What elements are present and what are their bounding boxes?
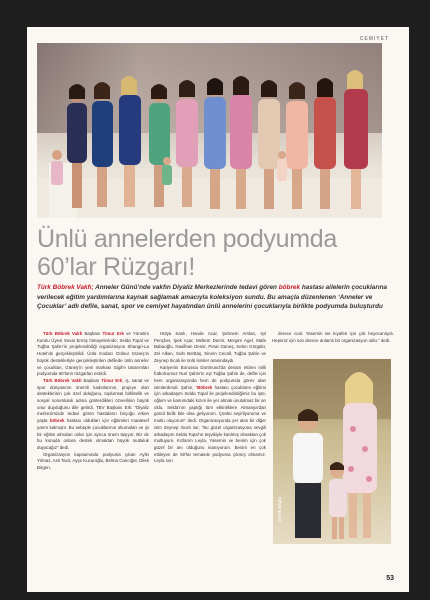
title-line-2: 60’lar Rüzgarı! <box>37 253 196 281</box>
body-column-2 <box>154 331 266 465</box>
col2-paragraph-1: Hülya Kanlı, Hande Acar, Şebnem Arslan, Işıl Pençber, İpek Açar, Meltem Demir, Mergim Agel, Mafa Babaoğlu, Nasilhan Demir, Pınar Güneş, Selen Görgülü, Zel Alkan, Sıdrı Berttaş, Sinem Cecall, Tuğba Şahin ve Zeynep Ilıcalı ile ünlü isimler arasındaydı. <box>154 331 266 363</box>
magazine-page <box>27 27 409 592</box>
lead-text-1: Anneler Günü’nde vakfın Diyaliz Merkezlerinde tedavi gören <box>93 284 279 291</box>
lead-text-2: hastası ailelerin çocuklarına verilecek eğitim yardımlarına kaynak sağlamak amacıyla koleksiyon sundu. Bu amaçla düzenlenen ‘Anneler ve Çocuklar’ adlı defile, sanat, spor ve cemiyet hayatından ünlü annelerini çocuklarıyla birlikte podyumda buluşturdu <box>37 284 388 311</box>
body-column-3 <box>272 331 394 344</box>
photo-credit: Zirvek Bilgisi <box>277 496 282 522</box>
runway-photo <box>37 43 382 218</box>
col3-paragraph-1: derece cool. Yasemin ise kıyafeti için çok heyecanlıydı. Hepimiz için son derece anlamlı bir organizasyon oldu.” dedi. <box>272 331 394 343</box>
col1-paragraph-2: Türk Böbrek Vakfı Başkanı Timur Erk; iş, sanat ve spor dünyasının önemli kadınlarının, projeye olan desteklerinin çok özel olduğunu, toplumsal birliktelik ve sosyal sorumluluk adına gösterdikleri özverilinin büyük onur duyduğunu dile getirdi. TBV Başkanı Erk: “Diyaliz merkezimizde tedavi gören hastaların birçoğu erken yaşta böbrek hastası oldukları için eğitimleri maalesef yarım kalmıştır. Bu sebeple çocuklarının okumaları ve iyi bir eğitim almaları onlar için ayrıca önem taşıyor. Biz de bu konuda onlara destek olmaktan büyük mutluluk duyacağız” dedi. <box>37 377 149 450</box>
family-photo-illustration <box>273 359 391 544</box>
lead-highlight: böbrek <box>278 284 301 291</box>
col1-paragraph-3: Organizasyon kapsamında podyuma çıkan Aylin Yılmaz, Aslı Tacir, Ayşe Kucuroğlu, Belma Cancığer, Dilek Birgen, <box>37 451 149 471</box>
article-lead <box>37 283 393 312</box>
col2-paragraph-2: Kariyerini Borussia Dortmund’da devam ettiren milli futbolcumuz Nuri Şahin’in eşi Tuğba Şahin de, defile için hem organizasyonda hem de podyumda görev alan isimlerdendi. Şahin, “Böbrek hastası çocukların eğitimi için arkadaşım Selda Topal ile projelendirdiğimiz bu işte, oğlum ve kamımdaki kızım ile yer almak unutulmaz bir an oldu. Selda’nın yaptığı tüm etkinliklere Almanya’dan gönül birlik bile olsa geliyorum. Çünkü seyirliyoruma ve mutlu oluyorum” dedi. Organizasyonda yer alan bir diğer isim Zeynep Ilıcalı ise; “Bu güzel organizasyona sevgili arkadaşım Selda Topal’ın teşvikiyle katılmış olmaktan çok mutluyum. Kızlarım Leyla, Yasemin ve benim için çok güzel bir anı olduğunu inanıyorum. Benim en çok ettileyen de 60’lar temasıle podyuma çıkmış olmamız. Leyla son <box>154 364 267 464</box>
article-title <box>37 225 387 281</box>
title-line-1: Ünlü annelerden podyumda <box>37 225 337 253</box>
lead-brand: Türk Böbrek Vakfı; <box>37 284 94 291</box>
family-photo <box>273 359 391 544</box>
page-number: 53 <box>386 575 394 582</box>
body-column-1 <box>37 331 149 472</box>
runway-models-illustration <box>37 43 382 218</box>
section-label: CEMIYET <box>359 36 389 42</box>
col1-paragraph-1: Türk Böbrek Vakfı Başkanı Timur Erk ve Yönetim Kurulu Üyesi Sevai Ermiş himayelerinde; Selda Topal ve Tuğba Şahin’in projelendirdiği organizasyon Shangri-La Hotel’de gerçekleştirildi. Ünlü modacı Gülnur Güneş’in büyük desteklerlyle gerçekleştirilen defilede ünlü anneler ve çocukları, Güneş’in yeni markası Gigil’e tasarımları podyumda 60’ların rüzgarları estirdi. <box>37 331 149 377</box>
